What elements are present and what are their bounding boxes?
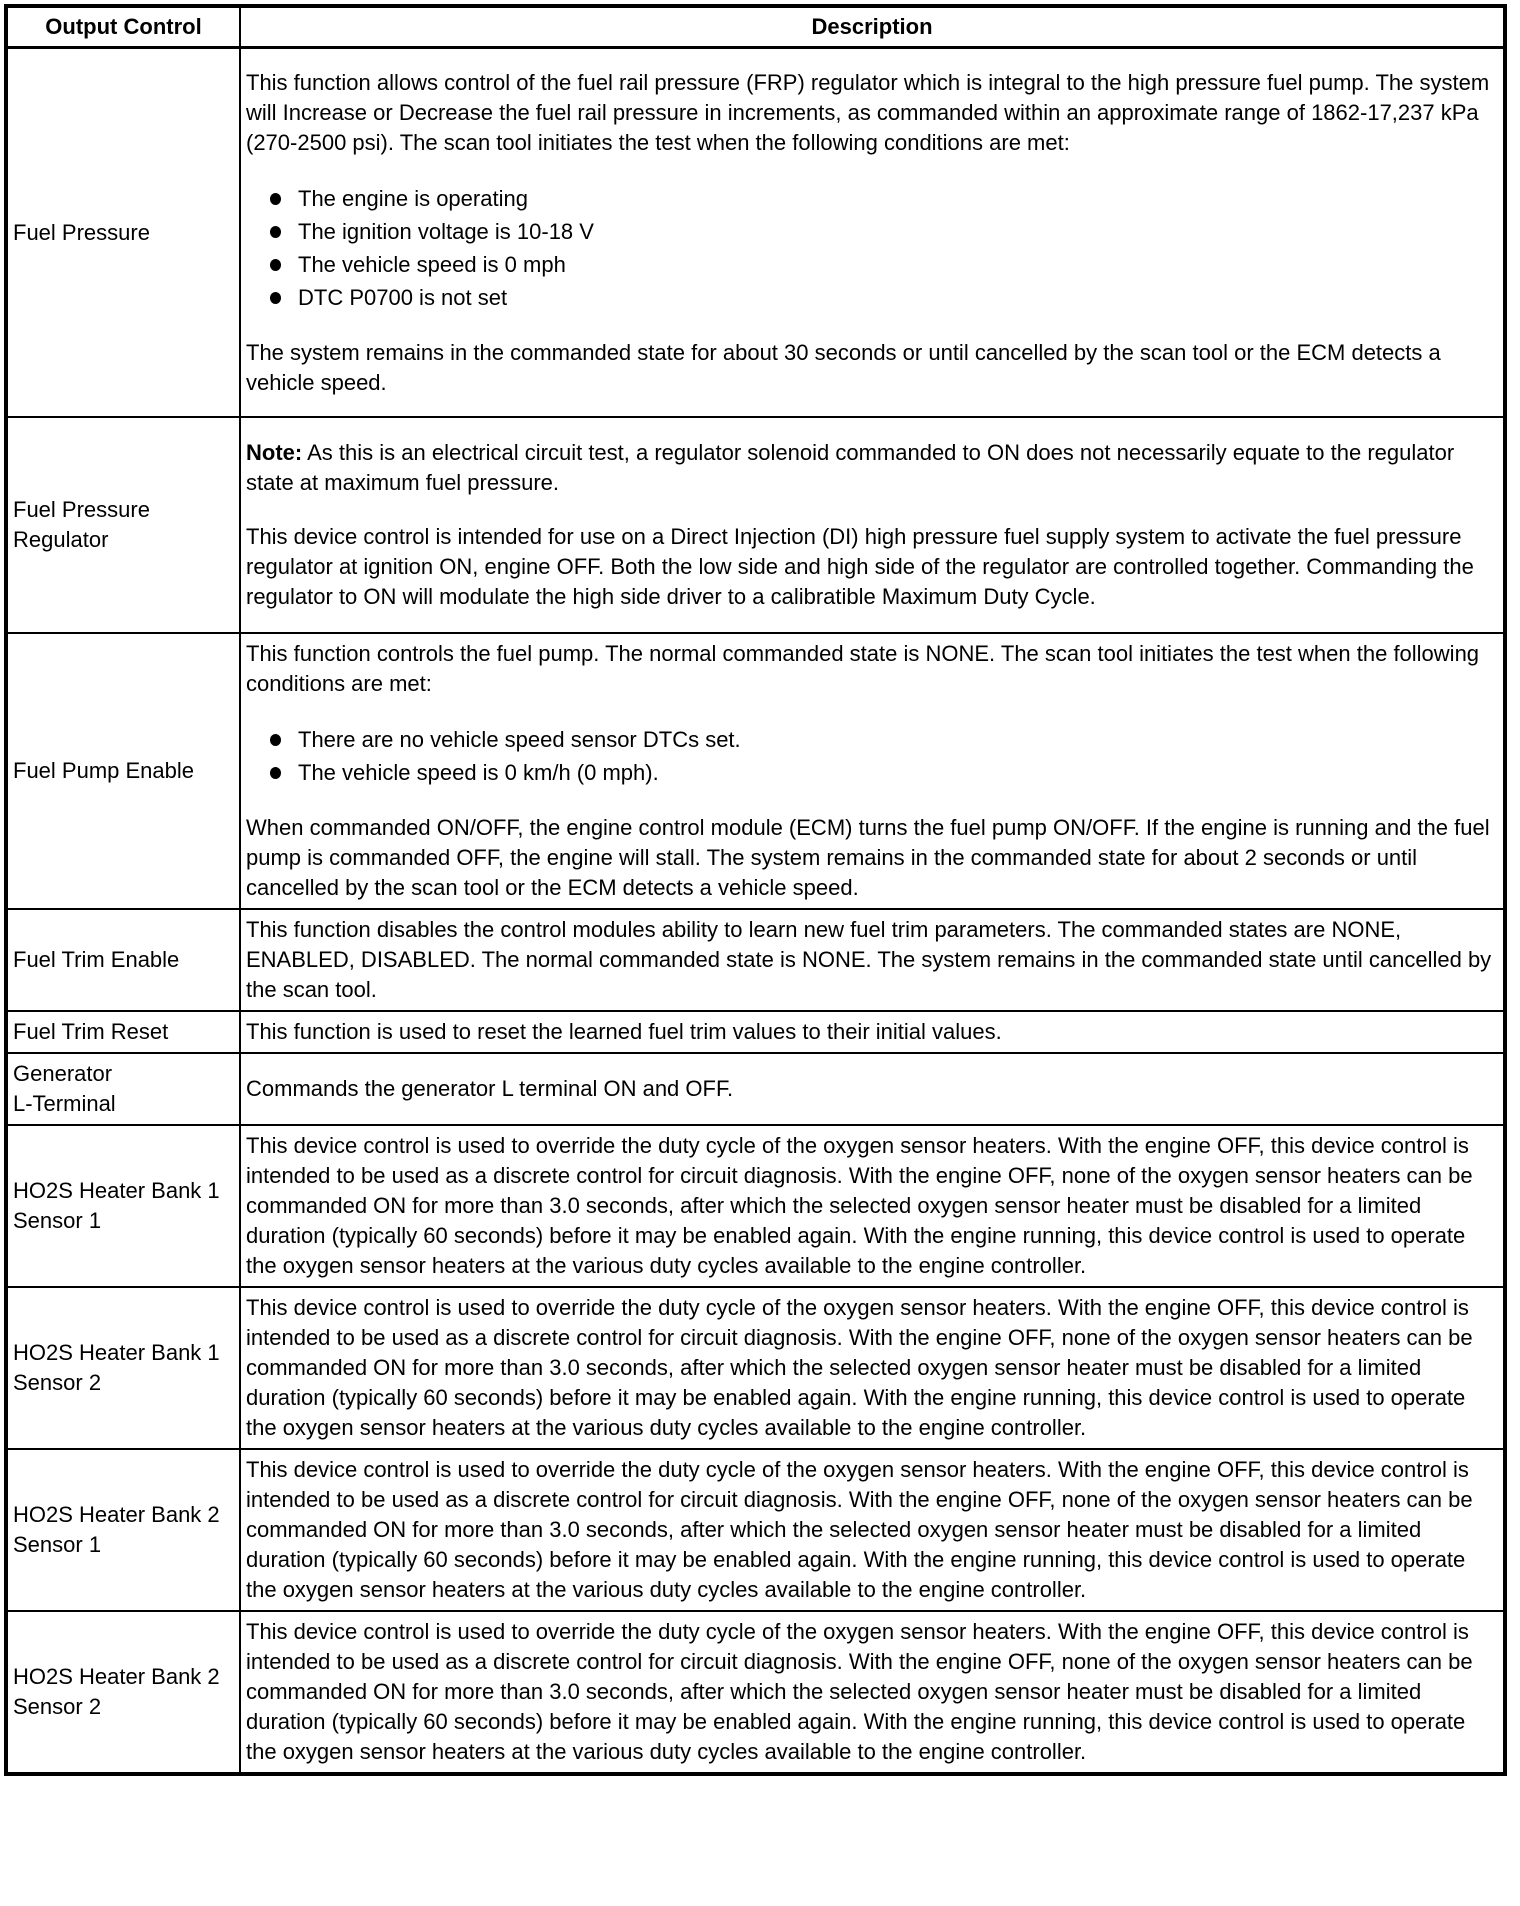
list-item bbox=[260, 182, 1500, 215]
description-paragraph: This device control is used to override the duty cycle of the oxygen sensor heaters. With the engine OFF, this device control is intended to be used as a discrete control for circuit diagnosis. With the engine OFF, none of the oxygen sensor heaters can be commanded ON for more than 3.0 seconds, after which the selected oxygen sensor heater must be disabled for a limited duration (typically 60 seconds) before it may be enabled again. With the engine running, this device control is used to operate the oxygen sensor heaters at the various duty cycles available to the engine controller. bbox=[246, 1295, 1473, 1440]
list-item bbox=[260, 215, 1500, 248]
output-control-name: Fuel Trim Reset bbox=[6, 1011, 240, 1053]
description-cell bbox=[240, 1011, 1505, 1053]
description-paragraph: This function allows control of the fuel rail pressure (FRP) regulator which is integral to the high pressure fuel pump. The system will Increase or Decrease the fuel rail pressure in increments, as commanded within an approximate range of 1862-17,237 kPa (270-2500 psi). The scan tool initiates the test when the following conditions are met: bbox=[246, 69, 1490, 155]
description-cell bbox=[240, 1053, 1505, 1125]
list-item-text: There are no vehicle speed sensor DTCs set. bbox=[298, 727, 741, 752]
output-control-name: HO2S Heater Bank 1 Sensor 1 bbox=[6, 1125, 240, 1287]
output-control-name: HO2S Heater Bank 2 Sensor 1 bbox=[6, 1449, 240, 1611]
table-row bbox=[6, 1449, 1505, 1611]
table-row bbox=[6, 417, 1505, 633]
list-item-text: The engine is operating bbox=[298, 185, 528, 211]
bullet-icon bbox=[270, 292, 281, 304]
table-row bbox=[6, 1053, 1505, 1125]
list-item-text: The ignition voltage is 10-18 V bbox=[298, 218, 594, 244]
table-row bbox=[6, 1287, 1505, 1449]
description-paragraph: The system remains in the commanded state for about 30 seconds or until cancelled by the scan tool or the ECM detects a vehicle speed. bbox=[246, 339, 1441, 395]
description-cell bbox=[240, 1449, 1505, 1611]
description-paragraph: This device control is used to override the duty cycle of the oxygen sensor heaters. With the engine OFF, this device control is intended to be used as a discrete control for circuit diagnosis. With the engine OFF, none of the oxygen sensor heaters can be commanded ON for more than 3.0 seconds, after which the selected oxygen sensor heater must be disabled for a limited duration (typically 60 seconds) before it may be enabled again. With the engine running, this device control is used to operate the oxygen sensor heaters at the various duty cycles available to the engine controller. bbox=[246, 1457, 1473, 1602]
bullet-icon bbox=[270, 767, 281, 779]
list-item bbox=[260, 281, 1500, 314]
bullet-icon bbox=[270, 734, 281, 746]
name-line: Generator bbox=[13, 1061, 113, 1086]
output-control-name: Fuel Pump Enable bbox=[6, 633, 240, 909]
header-output-control: Output Control bbox=[6, 6, 240, 48]
conditions-list bbox=[246, 182, 1500, 314]
description-cell bbox=[240, 633, 1505, 909]
note-paragraph bbox=[246, 438, 1500, 498]
table-row bbox=[6, 1125, 1505, 1287]
output-control-name: Fuel Pressure Regulator bbox=[6, 417, 240, 633]
table-row bbox=[6, 909, 1505, 1011]
output-control-name: Fuel Trim Enable bbox=[6, 909, 240, 1011]
description-cell bbox=[240, 48, 1505, 418]
table-row bbox=[6, 1011, 1505, 1053]
description-paragraph: This function disables the control modules ability to learn new fuel trim parameters. The commanded states are NONE, ENABLED, DISABLED. The normal commanded state is NONE. The system remains in the commanded state until cancelled by the scan tool. bbox=[246, 917, 1492, 1002]
description-cell bbox=[240, 909, 1505, 1011]
output-control-table bbox=[4, 4, 1507, 1776]
list-item-text: DTC P0700 is not set bbox=[298, 284, 508, 310]
list-item-text: The vehicle speed is 0 mph bbox=[298, 251, 566, 277]
description-cell bbox=[240, 417, 1505, 633]
list-item-text: The vehicle speed is 0 km/h (0 mph). bbox=[298, 760, 659, 785]
header-description: Description bbox=[240, 6, 1505, 48]
table-row bbox=[6, 633, 1505, 909]
table-row bbox=[6, 1611, 1505, 1774]
output-control-name: HO2S Heater Bank 1 Sensor 2 bbox=[6, 1287, 240, 1449]
bullet-icon bbox=[270, 193, 281, 205]
name-line: L-Terminal bbox=[13, 1091, 116, 1116]
table-row bbox=[6, 48, 1505, 418]
description-paragraph: This device control is used to override the duty cycle of the oxygen sensor heaters. With the engine OFF, this device control is intended to be used as a discrete control for circuit diagnosis. With the engine OFF, none of the oxygen sensor heaters can be commanded ON for more than 3.0 seconds, after which the selected oxygen sensor heater must be disabled for a limited duration (typically 60 seconds) before it may be enabled again. With the engine running, this device control is used to operate the oxygen sensor heaters at the various duty cycles available to the engine controller. bbox=[246, 1619, 1473, 1764]
description-paragraph: This device control is used to override the duty cycle of the oxygen sensor heaters. With the engine OFF, this device control is intended to be used as a discrete control for circuit diagnosis. With the engine OFF, none of the oxygen sensor heaters can be commanded ON for more than 3.0 seconds, after which the selected oxygen sensor heater must be disabled for a limited duration (typically 60 seconds) before it may be enabled again. With the engine running, this device control is used to operate the oxygen sensor heaters at the various duty cycles available to the engine controller. bbox=[246, 1133, 1473, 1278]
description-paragraph: This device control is intended for use on a Direct Injection (DI) high pressure fuel supply system to activate the fuel pressure regulator at ignition ON, engine OFF. Both the low side and high side of the regulator are controlled together. Commanding the regulator to ON will modulate the high side driver to a calibratible Maximum Duty Cycle. bbox=[246, 524, 1474, 609]
note-label: Note: bbox=[246, 440, 303, 465]
note-text: As this is an electrical circuit test, a regulator solenoid commanded to ON does not necessarily equate to the regulator state at maximum fuel pressure. bbox=[246, 440, 1455, 495]
output-control-name: Fuel Pressure bbox=[6, 48, 240, 418]
description-cell bbox=[240, 1611, 1505, 1774]
description-paragraph: This function controls the fuel pump. The normal commanded state is NONE. The scan tool initiates the test when the following conditions are met: bbox=[246, 641, 1480, 696]
list-item bbox=[260, 756, 1500, 789]
bullet-icon bbox=[270, 226, 281, 238]
list-item bbox=[260, 248, 1500, 281]
list-item bbox=[260, 723, 1500, 756]
conditions-list bbox=[246, 723, 1500, 789]
description-cell bbox=[240, 1287, 1505, 1449]
bullet-icon bbox=[270, 259, 281, 271]
output-control-name bbox=[6, 1053, 240, 1125]
description-paragraph: Commands the generator L terminal ON and OFF. bbox=[246, 1076, 734, 1101]
description-paragraph: When commanded ON/OFF, the engine control module (ECM) turns the fuel pump ON/OFF. If the engine is running and the fuel pump is commanded OFF, the engine will stall. The system remains in the commanded state for about 2 seconds or until cancelled by the scan tool or the ECM detects a vehicle speed. bbox=[246, 815, 1490, 900]
description-paragraph: This function is used to reset the learned fuel trim values to their initial values. bbox=[246, 1019, 1002, 1044]
output-control-name: HO2S Heater Bank 2 Sensor 2 bbox=[6, 1611, 240, 1774]
description-cell bbox=[240, 1125, 1505, 1287]
table-header-row bbox=[6, 6, 1505, 48]
